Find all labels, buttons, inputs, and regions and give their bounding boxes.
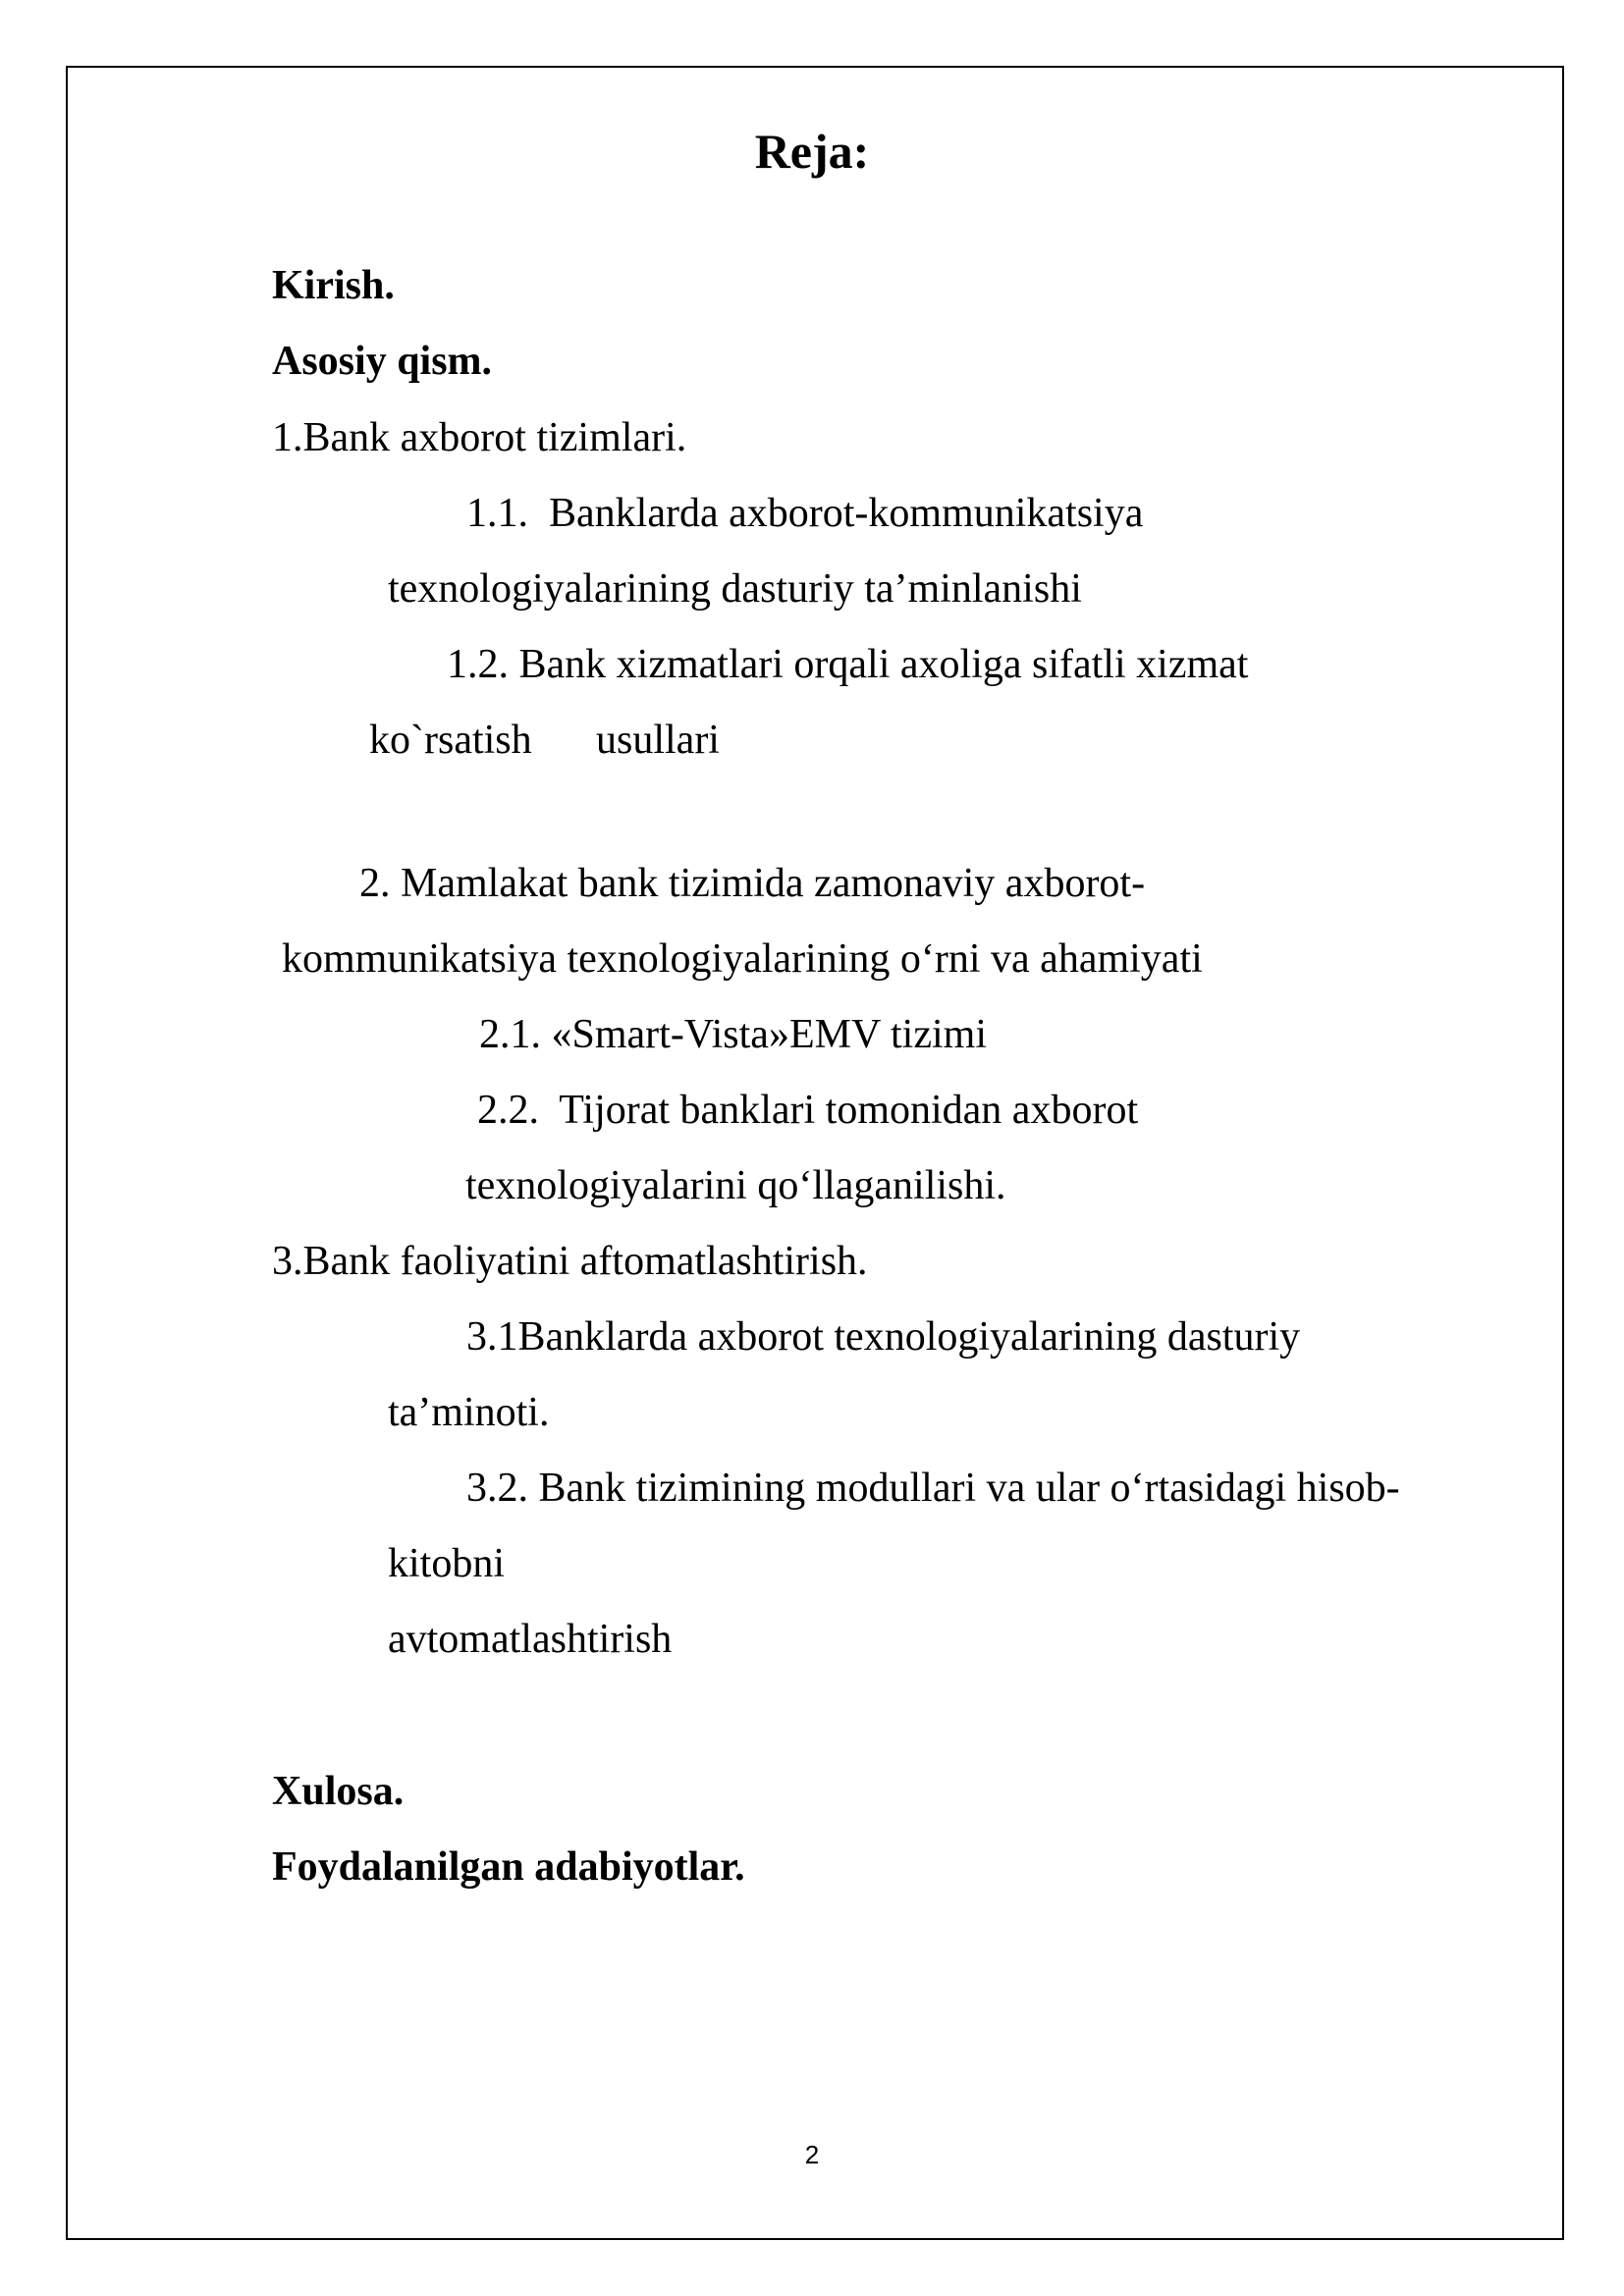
toc-entry-foydalanilgan-adabiyotlar: Foydalanilgan adabiyotlar. <box>272 1844 745 1890</box>
toc-entry-asosiy-qism: Asosiy qism. <box>272 339 493 384</box>
toc-entry-section-1-1-line2: texnologiyalarining dasturiy ta’minlanishi <box>388 566 1082 612</box>
toc-entry-section-2-1: 2.1. «Smart-Vista»EMV tizimi <box>479 1012 988 1057</box>
toc-entry-section-3-1-line1: 3.1Banklarda axborot texnologiyalarining dasturiy <box>466 1314 1301 1360</box>
toc-entry-section-2-line2: kommunikatsiya texnologiyalarining o‘rni va ahamiyati <box>282 936 1203 982</box>
toc-entry-kirish: Kirish. <box>272 263 395 308</box>
toc-entry-section-3: 3.Bank faoliyatini aftomatlashtirish. <box>272 1239 868 1284</box>
toc-entry-xulosa: Xulosa. <box>272 1769 405 1814</box>
toc-entry-section-1-2-line2a: ko`rsatish <box>369 718 532 763</box>
toc-entry-section-3-2-line3: avtomatlashtirish <box>388 1617 673 1662</box>
toc-entry-section-1-2-line2b: usullari <box>596 718 720 763</box>
toc-entry-section-2-2-line2: texnologiyalarini qo‘llaganilishi. <box>465 1163 1006 1208</box>
toc-entry-section-3-1-line2: ta’minoti. <box>388 1390 550 1435</box>
page-title: Reja: <box>754 124 870 179</box>
toc-entry-section-2-line1: 2. Mamlakat bank tizimida zamonaviy axborot- <box>359 861 1146 906</box>
page-border <box>66 66 1564 2240</box>
page-number: 2 <box>804 2140 820 2169</box>
toc-entry-section-1: 1.Bank axborot tizimlari. <box>272 415 687 460</box>
toc-entry-section-1-2-line1: 1.2. Bank xizmatlari orqali axoliga sifatli xizmat <box>447 642 1249 687</box>
toc-entry-section-2-2-line1: 2.2. Tijorat banklari tomonidan axborot <box>477 1088 1139 1133</box>
toc-entry-section-3-2-line1: 3.2. Bank tizimining modullari va ular o‘rtasidagi hisob- <box>466 1466 1400 1511</box>
toc-entry-section-1-1-line1: 1.1. Banklarda axborot-kommunikatsiya <box>466 491 1144 536</box>
toc-entry-section-3-2-line2: kitobni <box>388 1541 506 1586</box>
